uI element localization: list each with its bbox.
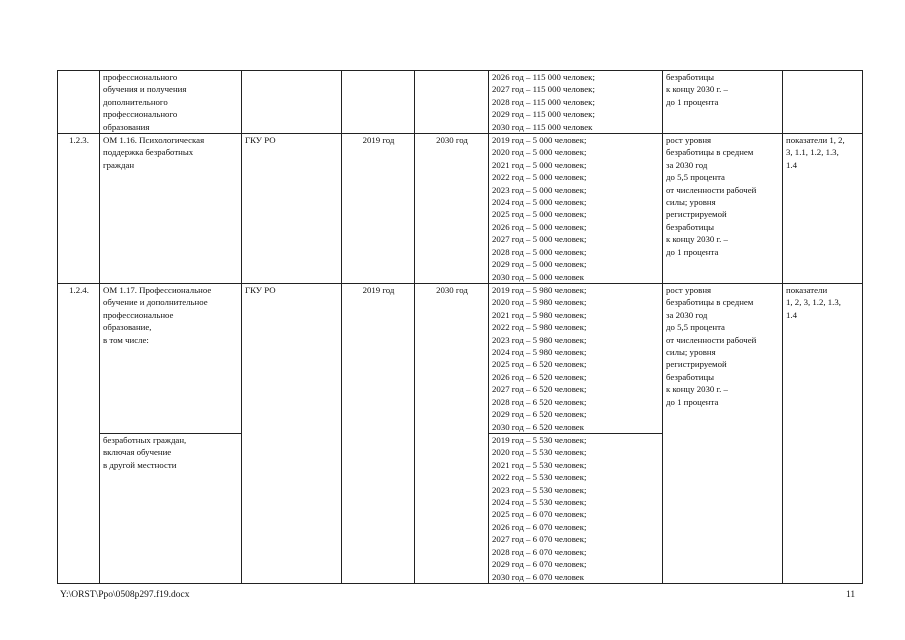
- text-line: 2021 год – 5 980 человек;: [492, 309, 587, 320]
- text-line: от численности рабочей: [666, 184, 757, 195]
- start-year: 2019 год: [342, 134, 415, 284]
- text-line: образования: [103, 121, 150, 132]
- text-line: рост уровня: [666, 135, 712, 146]
- text-line: безработицы в среднем: [666, 147, 754, 158]
- text-line: силы; уровня: [666, 347, 716, 358]
- text-line: 2030 год – 115 000 человек: [492, 121, 593, 132]
- text-line: 2024 год – 5 530 человек;: [492, 497, 587, 508]
- expected-result: [663, 284, 783, 584]
- text-line: 2029 год – 6 070 человек;: [492, 559, 587, 570]
- text-line: 2024 год – 5 980 человек;: [492, 347, 587, 358]
- text-line: 2022 год – 5 000 человек;: [492, 172, 587, 183]
- row-number: [58, 71, 100, 134]
- row-number: 1.2.3.: [58, 134, 100, 284]
- end-year: [415, 71, 489, 134]
- text-line: образование,: [103, 322, 152, 333]
- text-line: 2025 год – 5 000 человек;: [492, 209, 587, 220]
- text-line: 2028 год – 115 000 человек;: [492, 96, 595, 107]
- text-line: 2019 год – 5 000 человек;: [492, 135, 587, 146]
- text-line: 2030 год – 5 000 человек: [492, 271, 584, 282]
- text-line: 2026 год – 6 520 человек;: [492, 371, 587, 382]
- program-measures-table: [57, 70, 863, 584]
- text-line: 2026 год – 5 000 человек;: [492, 221, 587, 232]
- text-line: 1.4: [786, 309, 797, 320]
- measure-name: [100, 134, 242, 284]
- text-line: безработных граждан,: [103, 435, 187, 446]
- text-line: 2027 год – 115 000 человек;: [492, 84, 595, 95]
- indicators: [783, 71, 863, 134]
- text-line: до 1 процента: [666, 96, 719, 107]
- text-line: граждан: [103, 159, 135, 170]
- text-line: 2025 год – 6 520 человек;: [492, 359, 587, 370]
- text-line: 2029 год – 115 000 человек;: [492, 109, 595, 120]
- end-year: 2030 год: [415, 134, 489, 284]
- text-line: 2026 год – 115 000 человек;: [492, 72, 595, 82]
- text-line: 2028 год – 6 070 человек;: [492, 546, 587, 557]
- expected-result: [663, 71, 783, 134]
- expected-result: [663, 134, 783, 284]
- text-line: ОМ 1.16. Психологическая: [103, 135, 205, 146]
- text-line: 2022 год – 5 980 человек;: [492, 322, 587, 333]
- text-line: 2022 год – 5 530 человек;: [492, 472, 587, 483]
- text-line: 2021 год – 5 530 человек;: [492, 459, 587, 470]
- text-line: 2030 год – 6 070 человек: [492, 571, 584, 582]
- start-year: 2019 год: [342, 284, 415, 584]
- volumes-list: [489, 434, 663, 584]
- text-line: 2027 год – 6 520 человек;: [492, 384, 587, 395]
- text-line: обучения и получения: [103, 84, 187, 95]
- text-line: безработицы в среднем: [666, 297, 754, 308]
- text-line: 2019 год – 5 980 человек;: [492, 285, 587, 296]
- text-line: включая обучение: [103, 447, 172, 458]
- row-number: 1.2.4.: [58, 284, 100, 584]
- indicators: [783, 284, 863, 584]
- table-row: [58, 284, 863, 434]
- text-line: 2026 год – 6 070 человек;: [492, 521, 587, 532]
- text-line: поддержка безработных: [103, 147, 194, 158]
- text-line: до 1 процента: [666, 246, 719, 257]
- measure-name: [100, 71, 242, 134]
- text-line: за 2030 год: [666, 309, 708, 320]
- text-line: 2028 год – 6 520 человек;: [492, 396, 587, 407]
- text-line: к концу 2030 г. –: [666, 384, 728, 395]
- text-line: показатели 1, 2,: [786, 135, 845, 146]
- volumes-list: [489, 284, 663, 434]
- executor: ГКУ РО: [242, 134, 342, 284]
- text-line: за 2030 год: [666, 159, 708, 170]
- text-line: 3, 1.1, 1.2, 1.3,: [786, 147, 839, 158]
- text-line: дополнительного: [103, 96, 168, 107]
- text-line: регистрируемой: [666, 209, 727, 220]
- text-line: 2029 год – 6 520 человек;: [492, 409, 587, 420]
- text-line: 2023 год – 5 980 человек;: [492, 334, 587, 345]
- volumes-list: [489, 134, 663, 284]
- measure-name: [100, 284, 242, 434]
- executor: ГКУ РО: [242, 284, 342, 584]
- text-line: безработицы: [666, 371, 715, 382]
- text-line: 2030 год – 6 520 человек: [492, 421, 584, 432]
- text-line: до 5,5 процента: [666, 322, 725, 333]
- table-row: [58, 71, 863, 134]
- start-year: [342, 71, 415, 134]
- text-line: 2023 год – 5 000 человек;: [492, 184, 587, 195]
- measure-subitem-name: [100, 434, 242, 584]
- text-line: 1, 2, 3, 1.2, 1.3,: [786, 297, 841, 308]
- text-line: безработицы: [666, 72, 715, 82]
- volumes-list: [489, 71, 663, 134]
- indicators: [783, 134, 863, 284]
- document-file-path: Y:\ORST\Ppo\0508p297.f19.docx: [60, 590, 190, 600]
- text-line: 2025 год – 6 070 человек;: [492, 509, 587, 520]
- text-line: 2019 год – 5 530 человек;: [492, 435, 587, 446]
- text-line: силы; уровня: [666, 197, 716, 208]
- text-line: профессионального: [103, 72, 178, 82]
- text-line: в том числе:: [103, 334, 149, 345]
- text-line: 2027 год – 5 000 человек;: [492, 234, 587, 245]
- table-row: [58, 134, 863, 284]
- end-year: 2030 год: [415, 284, 489, 584]
- text-line: к концу 2030 г. –: [666, 84, 728, 95]
- text-line: 2029 год – 5 000 человек;: [492, 259, 587, 270]
- text-line: ОМ 1.17. Профессиональное: [103, 285, 212, 296]
- text-line: профессионального: [103, 109, 178, 120]
- text-line: 2020 год – 5 530 человек;: [492, 447, 587, 458]
- text-line: 2021 год – 5 000 человек;: [492, 159, 587, 170]
- text-line: от численности рабочей: [666, 334, 757, 345]
- text-line: 2028 год – 5 000 человек;: [492, 246, 587, 257]
- page-number: 11: [846, 590, 856, 600]
- text-line: 2027 год – 6 070 человек;: [492, 534, 587, 545]
- text-line: показатели: [786, 285, 828, 296]
- text-line: безработицы: [666, 221, 715, 232]
- text-line: до 5,5 процента: [666, 172, 725, 183]
- text-line: обучение и дополнительное: [103, 297, 208, 308]
- text-line: до 1 процента: [666, 396, 719, 407]
- text-line: профессиональное: [103, 309, 174, 320]
- text-line: в другой местности: [103, 459, 177, 470]
- text-line: 2023 год – 5 530 человек;: [492, 484, 587, 495]
- text-line: регистрируемой: [666, 359, 727, 370]
- text-line: 1.4: [786, 159, 797, 170]
- text-line: 2024 год – 5 000 человек;: [492, 197, 587, 208]
- text-line: рост уровня: [666, 285, 712, 296]
- executor: [242, 71, 342, 134]
- text-line: 2020 год – 5 980 человек;: [492, 297, 587, 308]
- text-line: 2020 год – 5 000 человек;: [492, 147, 587, 158]
- text-line: к концу 2030 г. –: [666, 234, 728, 245]
